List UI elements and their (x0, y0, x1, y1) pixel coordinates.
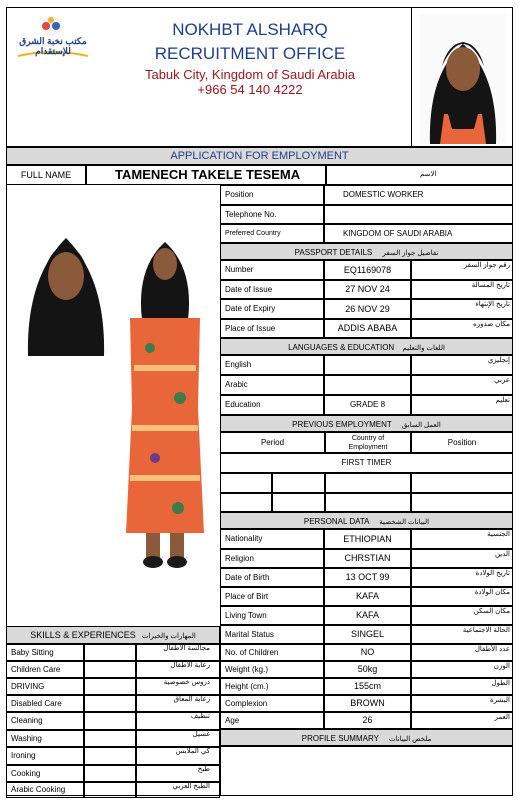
language-label-ar: تعليم (495, 397, 510, 404)
position-column-header: Position (411, 432, 513, 453)
personal-value: SINGEL (324, 625, 411, 644)
skill-label: Washing (6, 730, 84, 747)
languages-title-ar: اللغات والتعليم (402, 345, 445, 352)
personal-data-header (220, 512, 513, 529)
personal-value: 50kg (324, 661, 411, 678)
personal-title: PERSONAL DATA (303, 517, 370, 526)
personal-label-ar: الوزن (493, 663, 510, 670)
skill-label: Cleaning (6, 712, 84, 730)
personal-label-ar: الجنسية (487, 531, 510, 538)
personal-value: ETHIOPIAN (324, 529, 411, 549)
personal-label: Nationality (220, 529, 324, 549)
skill-label: Arabic Cooking (6, 782, 84, 798)
personal-label: Date of Birth (220, 568, 324, 587)
skill-ar-cell (84, 644, 136, 661)
previous-row-2c (325, 493, 411, 512)
skills-section-header (6, 626, 220, 644)
skill-ar-cell (84, 730, 136, 747)
personal-label-ar: الدين (494, 551, 510, 558)
portrait-photo (24, 218, 108, 356)
language-label: Education (220, 395, 324, 415)
previous-row-2a (220, 493, 272, 512)
full-body-photo (120, 228, 210, 570)
passport-label-ar: مكان صدوره (473, 321, 510, 328)
first-timer-status: FIRST TIMER (220, 453, 513, 473)
personal-label-ar: الطول (491, 680, 510, 687)
company-logo (12, 14, 94, 62)
personal-label-ar: مكان الولادة (474, 589, 510, 596)
passport-label-ar: تاريخ المسالة (471, 282, 510, 289)
application-title: APPLICATION FOR EMPLOYMENT (6, 147, 513, 165)
personal-label: Weight (kg.) (220, 661, 324, 678)
skill-ar-cell (84, 661, 136, 678)
languages-title: LANGUAGES & EDUCATION (288, 343, 395, 352)
skill-ar-cell (84, 695, 136, 712)
profile-summary-title-ar: ملخص البيانات (389, 736, 432, 743)
passport-value: ADDIS ABABA (324, 319, 411, 338)
personal-label-ar: الحالة الاجتماعية (462, 627, 510, 634)
skill-ar-cell (84, 782, 136, 798)
profile-summary-body (220, 746, 513, 796)
passport-label: Date of Issue (220, 280, 324, 299)
position-value: DOMESTIC WORKER (324, 185, 513, 205)
personal-label: Religion (220, 549, 324, 568)
personal-label: No. of Children (220, 644, 324, 661)
passport-title-ar: تفاصيل جواز السفر (382, 250, 439, 257)
previous-row-2d (411, 493, 513, 512)
passport-title: PASSPORT DETAILS (294, 248, 373, 257)
full-name-ar: الاسم (420, 171, 437, 178)
personal-title-ar: البيانات الشخصية (379, 519, 430, 526)
passport-value: 27 NOV 24 (324, 280, 411, 299)
preferred-country-label: Preferred Country (220, 224, 324, 243)
language-label: English (220, 355, 324, 375)
skill-label-ar: طبخ (197, 766, 210, 773)
period-column-header: Period (220, 432, 325, 453)
previous-employment-header (220, 415, 513, 432)
personal-label: Living Town (220, 606, 324, 625)
personal-value: KAFA (324, 587, 411, 606)
skill-ar-cell (84, 747, 136, 765)
skill-label-ar: رعاية الأطفال (170, 662, 210, 669)
personal-value: 13 OCT 99 (324, 568, 411, 587)
company-address: Tabuk City, Kingdom of Saudi Arabia (144, 67, 356, 82)
passport-label-ar: رقم جواز السفر (463, 262, 510, 269)
skill-ar-cell (84, 765, 136, 782)
profile-summary-header (220, 729, 513, 746)
skill-label: Disabled Care (6, 695, 84, 712)
personal-value: CHRSTIAN (324, 549, 411, 568)
passport-label: Place of Issue (220, 319, 324, 338)
previous-title-ar: العمل السابق (401, 422, 441, 429)
company-phone: +966 54 140 4222 (197, 82, 303, 97)
skill-ar-cell (84, 712, 136, 730)
skill-label-ar: مجالسة الأطفال (163, 645, 210, 652)
skill-label: Baby Sitting (6, 644, 84, 661)
language-value (324, 355, 411, 375)
personal-label-ar: البشرة (490, 697, 510, 704)
skill-label: Children Care (6, 661, 84, 678)
personal-value: NO (324, 644, 411, 661)
passport-value: EQ1169078 (324, 260, 411, 280)
personal-label: Place of Birt (220, 587, 324, 606)
skill-label-ar: تنظيف (190, 713, 210, 720)
language-value: GRADE 8 (324, 395, 411, 415)
company-name-line2: RECRUITMENT OFFICE (154, 44, 346, 63)
language-label: Arabic (220, 375, 324, 395)
skill-label-ar: غسيل (192, 731, 210, 738)
language-label-ar: عربي (494, 377, 510, 384)
profile-summary-title: PROFILE SUMMARY (301, 734, 379, 743)
country-column-header: Country of Employment (325, 432, 411, 453)
skill-label-ar: الطبخ العربي (172, 783, 210, 790)
personal-label-ar: مكان السكن (473, 608, 510, 615)
passport-label: Number (220, 260, 324, 280)
telephone-value (324, 205, 513, 224)
previous-row-2b (272, 493, 325, 512)
position-label: Position (220, 185, 324, 205)
personal-label: Marital Status (220, 625, 324, 644)
profile-photo-top (420, 14, 506, 144)
passport-value: 26 NOV 29 (324, 299, 411, 319)
language-label-ar: إنجليزي (487, 357, 510, 364)
personal-label-ar: عدد الأطفال (474, 646, 510, 653)
preferred-country-value: KINGDOM OF SAUDI ARABIA (324, 224, 513, 243)
personal-label: Complexion (220, 695, 324, 712)
telephone-label: Telephone No. (220, 205, 324, 224)
previous-row-1c (325, 473, 411, 493)
skill-label: Ironing (6, 747, 84, 765)
languages-section-header (220, 338, 513, 355)
personal-label: Age (220, 712, 324, 729)
full-name-label: FULL NAME (6, 165, 86, 185)
skill-label-ar: دروس خصوصية (163, 679, 210, 686)
language-value (324, 375, 411, 395)
passport-label: Date of Expiry (220, 299, 324, 319)
company-name-line1: NOKHBT ALSHARQ (172, 20, 328, 39)
personal-value: 155cm (324, 678, 411, 695)
skills-title: SKILLS & EXPERIENCES (30, 630, 136, 640)
passport-section-header (220, 243, 513, 260)
personal-label: Height (cm.) (220, 678, 324, 695)
personal-value: KAFA (324, 606, 411, 625)
skill-label: Cooking (6, 765, 84, 782)
personal-value: 26 (324, 712, 411, 729)
personal-label-ar: تاريخ الولادة (475, 570, 510, 577)
skill-label-ar: كي الملابس (175, 748, 210, 755)
skill-ar-cell (84, 678, 136, 695)
full-name-value: TAMENECH TAKELE TESEMA (86, 165, 326, 185)
previous-title: PREVIOUS EMPLOYMENT (292, 420, 392, 429)
previous-row-1a (220, 473, 272, 493)
previous-row-1d (411, 473, 513, 493)
skill-label: DRIVING (6, 678, 84, 695)
passport-label-ar: تاريخ الإنتهاء (475, 301, 510, 308)
personal-value: BROWN (324, 695, 411, 712)
skills-title-ar: المهارات والخبرات (141, 633, 196, 640)
skill-label-ar: رعاية المعاق (173, 696, 210, 703)
logo-text: مكتب نخبة الشرق للإستقدام (19, 36, 87, 56)
personal-label-ar: العمر (494, 714, 510, 721)
previous-row-1b (272, 473, 325, 493)
